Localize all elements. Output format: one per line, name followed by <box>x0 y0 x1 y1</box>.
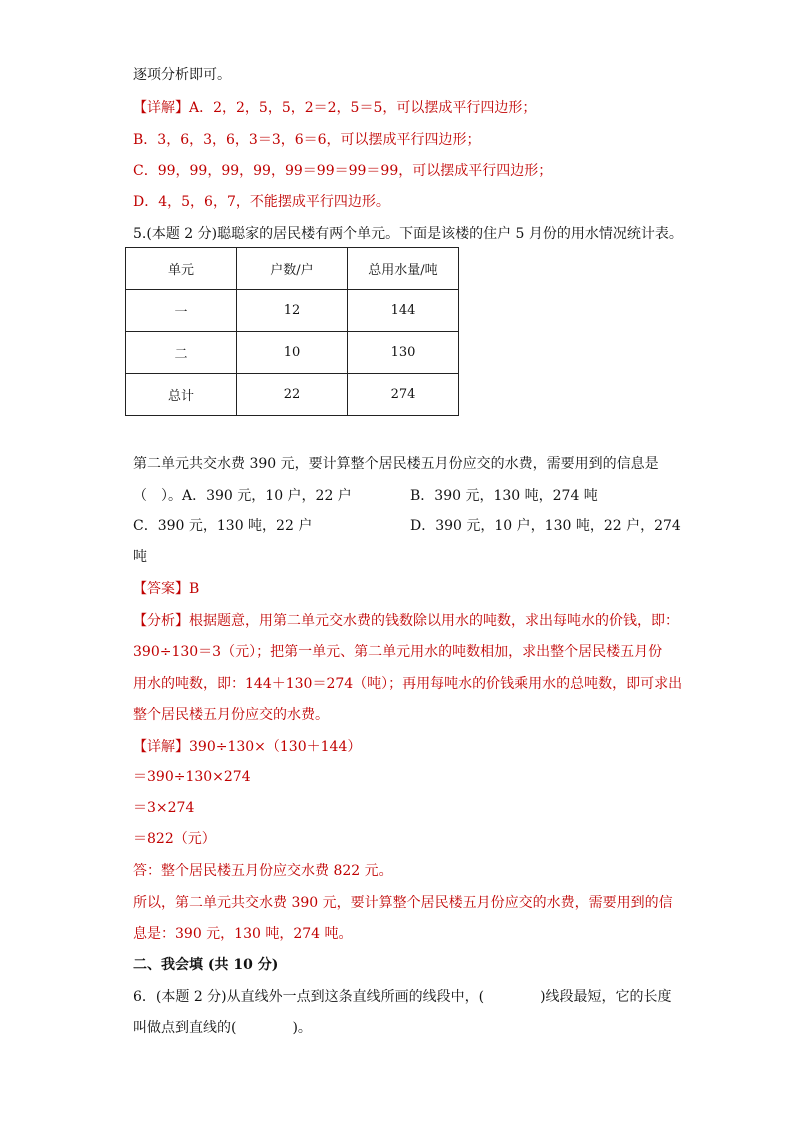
analysis-line <box>133 612 679 630</box>
table-cell: 274 <box>348 374 459 416</box>
detail-line <box>133 738 361 756</box>
table-cell: 总计 <box>126 374 237 416</box>
text-line <box>133 99 536 117</box>
table-row <box>126 374 459 416</box>
table-header: 户数/户 <box>237 248 348 290</box>
analysis-line: 390÷130＝3（元）；把第一单元、第二单元用水的吨数相加，求出整个居民楼五月份 <box>133 644 663 660</box>
analysis-line: 整个居民楼五月份应交的水费。 <box>133 707 329 723</box>
text-line: B．3，6，3，6，3＝3，6＝6，可以摆成平行四边形； <box>133 132 481 148</box>
detail-line: ＝390÷130×274 <box>133 769 251 785</box>
table-cell: 144 <box>348 290 459 332</box>
analysis-text: 根据题意，用第二单元交水费的钱数除以用水的吨数，求出每吨水的价钱，即： <box>189 613 679 629</box>
table-cell: 22 <box>237 374 348 416</box>
detail-conclusion: 所以，第二单元共交水费 390 元，要计算整个居民楼五月份应交的水费，需要用到的信 <box>133 895 673 911</box>
detail-tag: 【详解】 <box>133 100 189 116</box>
text-line: D．4，5，6，7，不能摆成平行四边形。 <box>133 194 390 210</box>
table-row <box>126 290 459 332</box>
table-cell: 10 <box>237 332 348 374</box>
analysis-line: 用水的吨数，即：144＋130＝274（吨）；再用每吨水的价钱乘用水的总吨数，即可求出 <box>133 676 683 692</box>
table-cell: 12 <box>237 290 348 332</box>
detail-text: 390÷130×（130＋144） <box>189 739 362 755</box>
analysis-tag: 【分析】 <box>133 613 189 629</box>
question-6: 叫做点到直线的( )。 <box>133 1020 312 1036</box>
text-line: 逐项分析即可。 <box>133 67 231 83</box>
option-d: D．390 元，10 户，130 吨，22 户，274 <box>410 518 681 534</box>
option-d-tail: 吨 <box>133 549 147 565</box>
table-row <box>126 332 459 374</box>
detail-line: ＝3×274 <box>133 800 195 816</box>
question-5: 5.(本题 2 分)聪聪家的居民楼有两个单元。下面是该楼的住户 5 月份的用水情况统计表。 <box>133 226 683 242</box>
detail-text: A．2，2，5，5，2＝2，5＝5，可以摆成平行四边形； <box>189 100 537 116</box>
table-header-row <box>126 248 459 290</box>
answer-value: B <box>189 581 200 597</box>
answer-line <box>133 580 199 598</box>
text-line: C．99，99，99，99，99＝99＝99＝99，可以摆成平行四边形； <box>133 163 553 179</box>
table-header: 总用水量/吨 <box>348 248 459 290</box>
answer-tag: 【答案】 <box>133 581 189 597</box>
table-header: 单元 <box>126 248 237 290</box>
detail-conclusion: 息是：390 元，130 吨，274 吨。 <box>133 926 353 942</box>
section-title: 二、我会填 (共 10 分) <box>133 957 279 973</box>
table-cell: 130 <box>348 332 459 374</box>
question-stem: 第二单元共交水费 390 元，要计算整个居民楼五月份应交的水费，需要用到的信息是 <box>133 456 659 472</box>
table-cell: 二 <box>126 332 237 374</box>
water-usage-table <box>125 247 459 416</box>
option-c: C．390 元，130 吨，22 户 <box>133 518 313 534</box>
option-b: B．390 元，130 吨，274 吨 <box>410 488 598 504</box>
detail-tag: 【详解】 <box>133 739 189 755</box>
table-cell: 一 <box>126 290 237 332</box>
detail-answer: 答：整个居民楼五月份应交水费 822 元。 <box>133 863 393 879</box>
question-6: 6．(本题 2 分)从直线外一点到这条直线所画的线段中，( )线段最短，它的长度 <box>133 989 672 1005</box>
detail-line: ＝822（元） <box>133 831 216 847</box>
option-a: （ ）。A．390 元，10 户，22 户 <box>133 488 352 504</box>
